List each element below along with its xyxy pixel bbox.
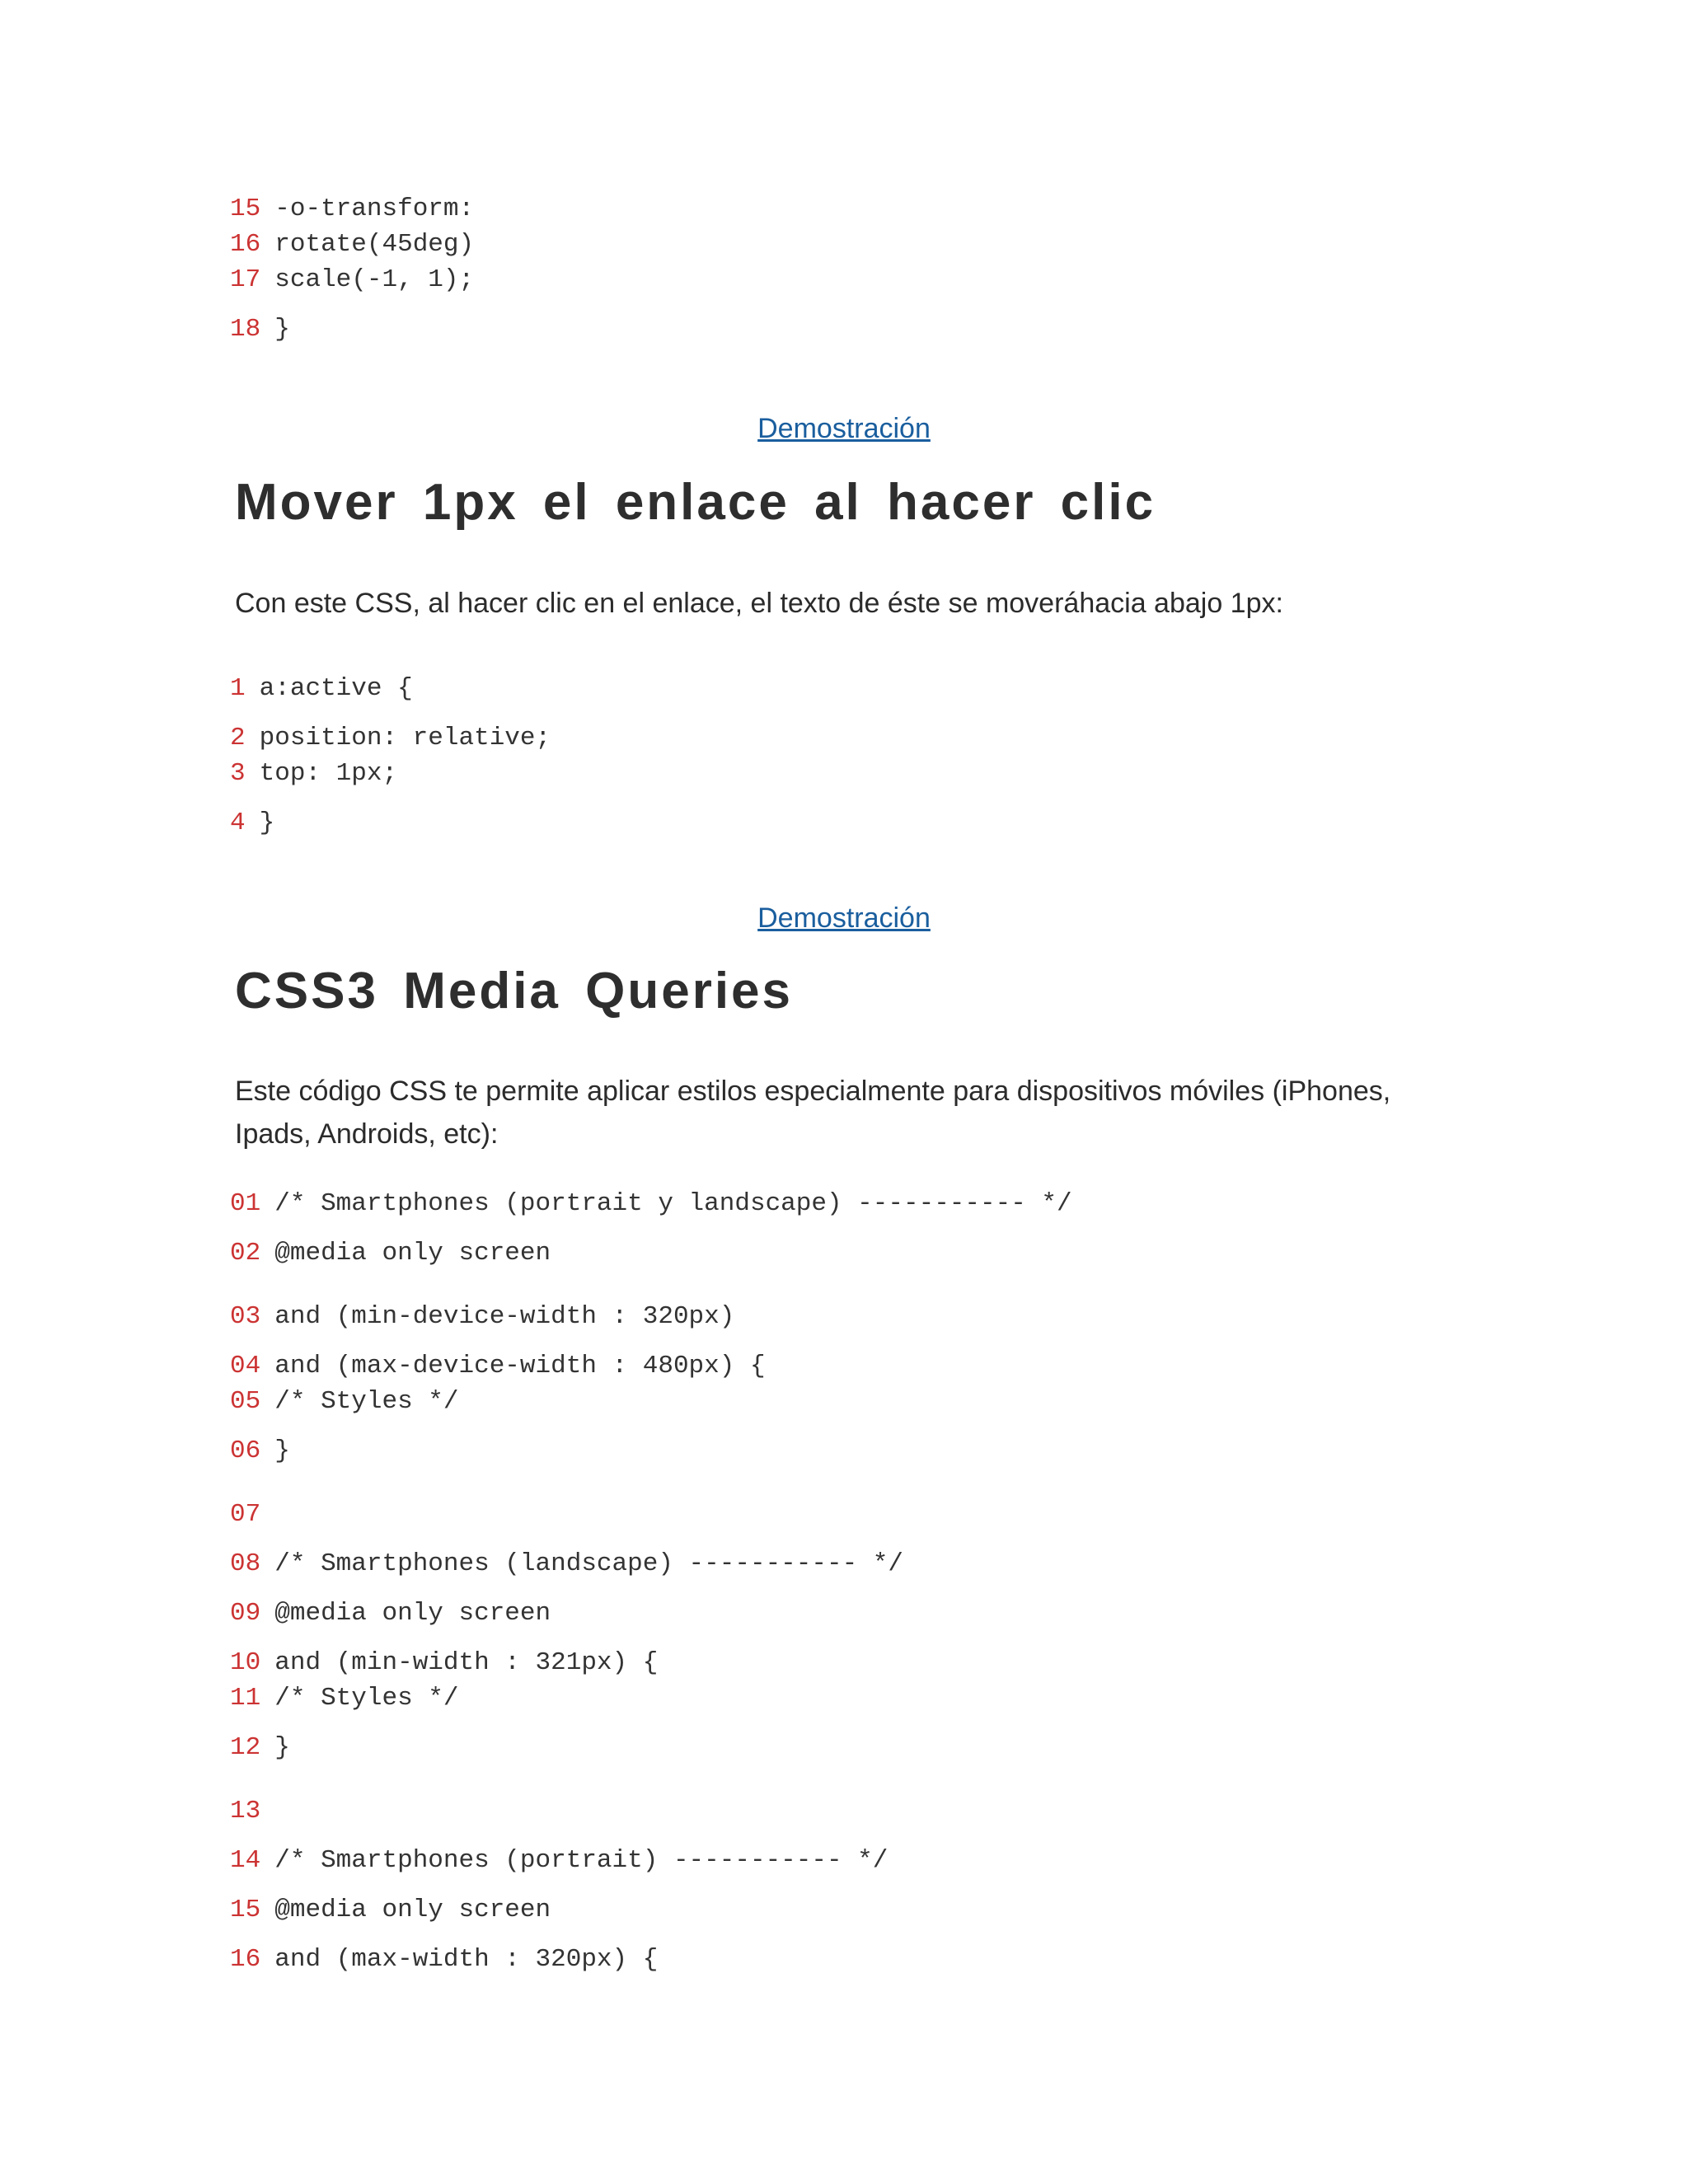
line-number: 16 [230,1945,261,1974]
line-number: 06 [230,1436,261,1465]
code-line [230,759,397,789]
line-number: 04 [230,1352,261,1380]
code-text: } [274,1733,290,1762]
code-text: @media only screen [274,1599,551,1628]
code-text: /* Smartphones (landscape) ----------- */ [274,1549,903,1578]
code-line [230,194,474,224]
line-number: 12 [230,1733,261,1762]
code-line [230,808,274,838]
code-text: /* Smartphones (portrait y landscape) ----------- */ [274,1189,1072,1218]
line-number: 05 [230,1387,261,1416]
code-text: top: 1px; [259,759,398,788]
code-line [230,1239,551,1268]
code-text: } [274,315,290,344]
line-number: 2 [230,724,246,752]
code-line [230,265,474,295]
code-text: /* Smartphones (portrait) ----------- */ [274,1846,889,1875]
code-line [230,1797,274,1826]
section-heading-media-queries: CSS3 Media Queries [235,963,794,1019]
line-number: 3 [230,759,246,788]
code-text: and (min-width : 321px) { [274,1648,659,1677]
code-line [230,1352,766,1381]
line-number: 02 [230,1239,261,1268]
code-line [230,1189,1072,1219]
code-line [230,1549,903,1579]
line-number: 13 [230,1797,261,1825]
line-number: 10 [230,1648,261,1677]
line-number: 08 [230,1549,261,1578]
line-number: 1 [230,674,246,703]
code-line [230,1684,459,1713]
line-number: 17 [230,265,261,294]
line-number: 03 [230,1302,261,1331]
line-number: 07 [230,1500,261,1529]
code-line [230,1436,290,1466]
code-line [230,1500,274,1530]
code-text: @media only screen [274,1896,551,1924]
code-text: scale(-1, 1); [274,265,475,294]
code-line [230,724,551,753]
demo-link[interactable]: Demostración [757,902,931,934]
line-number: 15 [230,1896,261,1924]
code-text: a:active { [259,674,413,703]
code-line [230,674,413,704]
code-text: and (max-device-width : 480px) { [274,1352,766,1380]
code-text: } [274,1436,290,1465]
line-number: 18 [230,315,261,344]
code-text: /* Styles */ [274,1684,459,1713]
code-line [230,1302,734,1332]
line-number: 01 [230,1189,261,1218]
section-paragraph: Con este CSS, al hacer clic en el enlace, el texto de éste se moveráhacia abajo 1px: [235,588,1283,619]
code-line [230,1387,459,1417]
code-text: rotate(45deg) [274,230,475,259]
code-text: } [259,808,275,837]
code-line [230,1846,888,1876]
line-number: 4 [230,808,246,837]
code-line [230,315,290,344]
line-number: 09 [230,1599,261,1628]
code-line [230,230,474,260]
code-text: and (max-width : 320px) { [274,1945,659,1974]
code-text: @media only screen [274,1239,551,1268]
line-number: 11 [230,1684,261,1713]
code-line [230,1599,551,1629]
code-text: position: relative; [259,724,551,752]
code-line [230,1733,290,1763]
line-number: 15 [230,194,261,223]
code-text: -o-transform: [274,194,475,223]
line-number: 14 [230,1846,261,1875]
demo-link[interactable]: Demostración [757,413,931,444]
section-paragraph: Este código CSS te permite aplicar estilos especialmente para dispositivos móviles (iPhones, Ipads, Androids, etc): [235,1076,1391,1150]
section-heading-mover-enlace: Mover 1px el enlace al hacer clic [235,474,1156,531]
line-number: 16 [230,230,261,259]
code-text: and (min-device-width : 320px) [274,1302,735,1331]
code-line [230,1648,658,1678]
code-text: /* Styles */ [274,1387,459,1416]
code-line [230,1945,658,1975]
code-line [230,1896,551,1925]
